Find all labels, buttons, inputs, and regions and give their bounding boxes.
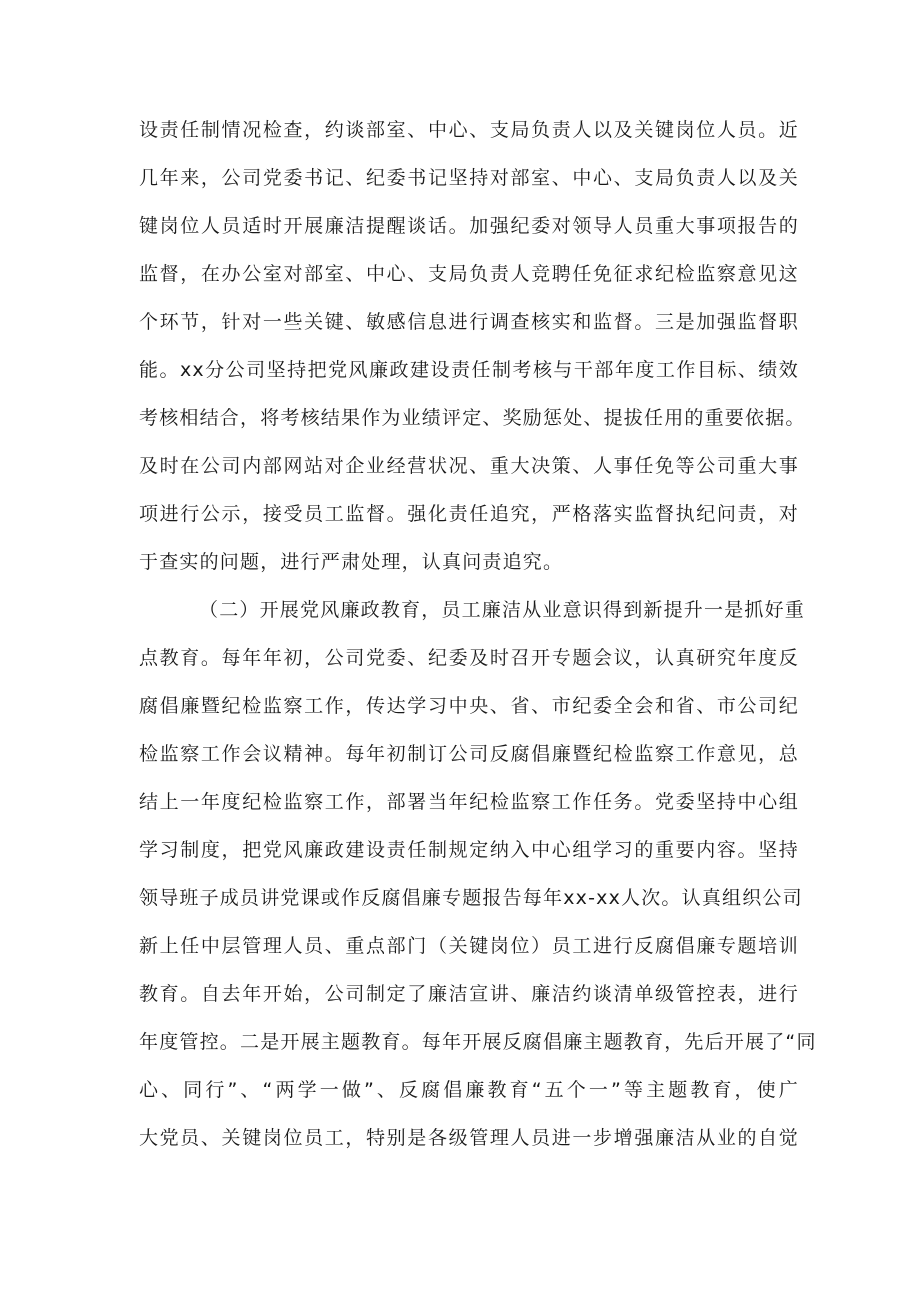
paragraph-2-line-4: 检监察工作会议精神。每年初制订公司反腐倡廉暨纪检监察工作意见，总 xyxy=(139,743,799,765)
paragraph-2-line-9: 教育。自去年开始，公司制定了廉洁宣讲、廉洁约谈清单级管控表，进行 xyxy=(139,983,799,1005)
paragraph-2-line-3: 腐倡廉暨纪检监察工作，传达学习中央、省、市纪委全会和省、市公司纪 xyxy=(139,695,799,717)
paragraph-2-line-5: 结上一年度纪检监察工作，部署当年纪检监察工作任务。党委坚持中心组 xyxy=(139,791,799,813)
paragraph-1-line-1: 设责任制情况检查，约谈部室、中心、支局负责人以及关键岗位人员。近 xyxy=(139,119,799,141)
paragraph-1-line-6: 能。xx分公司坚持把党风廉政建设责任制考核与干部年度工作目标、绩效 xyxy=(139,359,799,381)
paragraph-2-line-1: （二）开展党风廉政教育，员工廉洁从业意识得到新提升一是抓好重 xyxy=(199,599,806,621)
paragraph-2-line-8: 新上任中层管理人员、重点部门（关键岗位）员工进行反腐倡廉专题培训 xyxy=(139,935,799,957)
paragraph-1-line-7: 考核相结合，将考核结果作为业绩评定、奖励惩处、提拔任用的重要依据。 xyxy=(139,407,806,429)
paragraph-2-line-2: 点教育。每年年初，公司党委、纪委及时召开专题会议，认真研究年度反 xyxy=(139,647,799,669)
paragraph-1-line-4: 监督，在办公室对部室、中心、支局负责人竞聘任免征求纪检监察意见这 xyxy=(139,263,799,285)
paragraph-1-line-8: 及时在公司内部网站对企业经营状况、重大决策、人事任免等公司重大事 xyxy=(139,455,799,477)
paragraph-1-line-2: 几年来，公司党委书记、纪委书记坚持对部室、中心、支局负责人以及关 xyxy=(139,167,799,189)
paragraph-1-line-10: 于查实的问题，进行严肃处理，认真问责追究。 xyxy=(139,551,564,573)
paragraph-1-line-3: 键岗位人员适时开展廉洁提醒谈话。加强纪委对领导人员重大事项报告的 xyxy=(139,215,799,237)
paragraph-2-line-10: 年度管控。二是开展主题教育。每年开展反腐倡廉主题教育，先后开展了“同 xyxy=(139,1031,817,1053)
paragraph-2-line-11: 心、同行”、“两学一做”、反腐倡廉教育“五个一”等主题教育，使广 xyxy=(139,1079,799,1101)
paragraph-2-line-12: 大党员、关键岗位员工，特别是各级管理人员进一步增强廉洁从业的自觉 xyxy=(139,1127,799,1149)
paragraph-1-line-9: 项进行公示，接受员工监督。强化责任追究，严格落实监督执纪问责，对 xyxy=(139,503,799,525)
paragraph-2-line-6: 学习制度，把党风廉政建设责任制规定纳入中心组学习的重要内容。坚持 xyxy=(139,839,799,861)
paragraph-2-line-7: 领导班子成员讲党课或作反腐倡廉专题报告每年xx-xx人次。认真组织公司 xyxy=(139,887,803,909)
paragraph-1-line-5: 个环节，针对一些关键、敏感信息进行调查核实和监督。三是加强监督职 xyxy=(139,311,799,333)
